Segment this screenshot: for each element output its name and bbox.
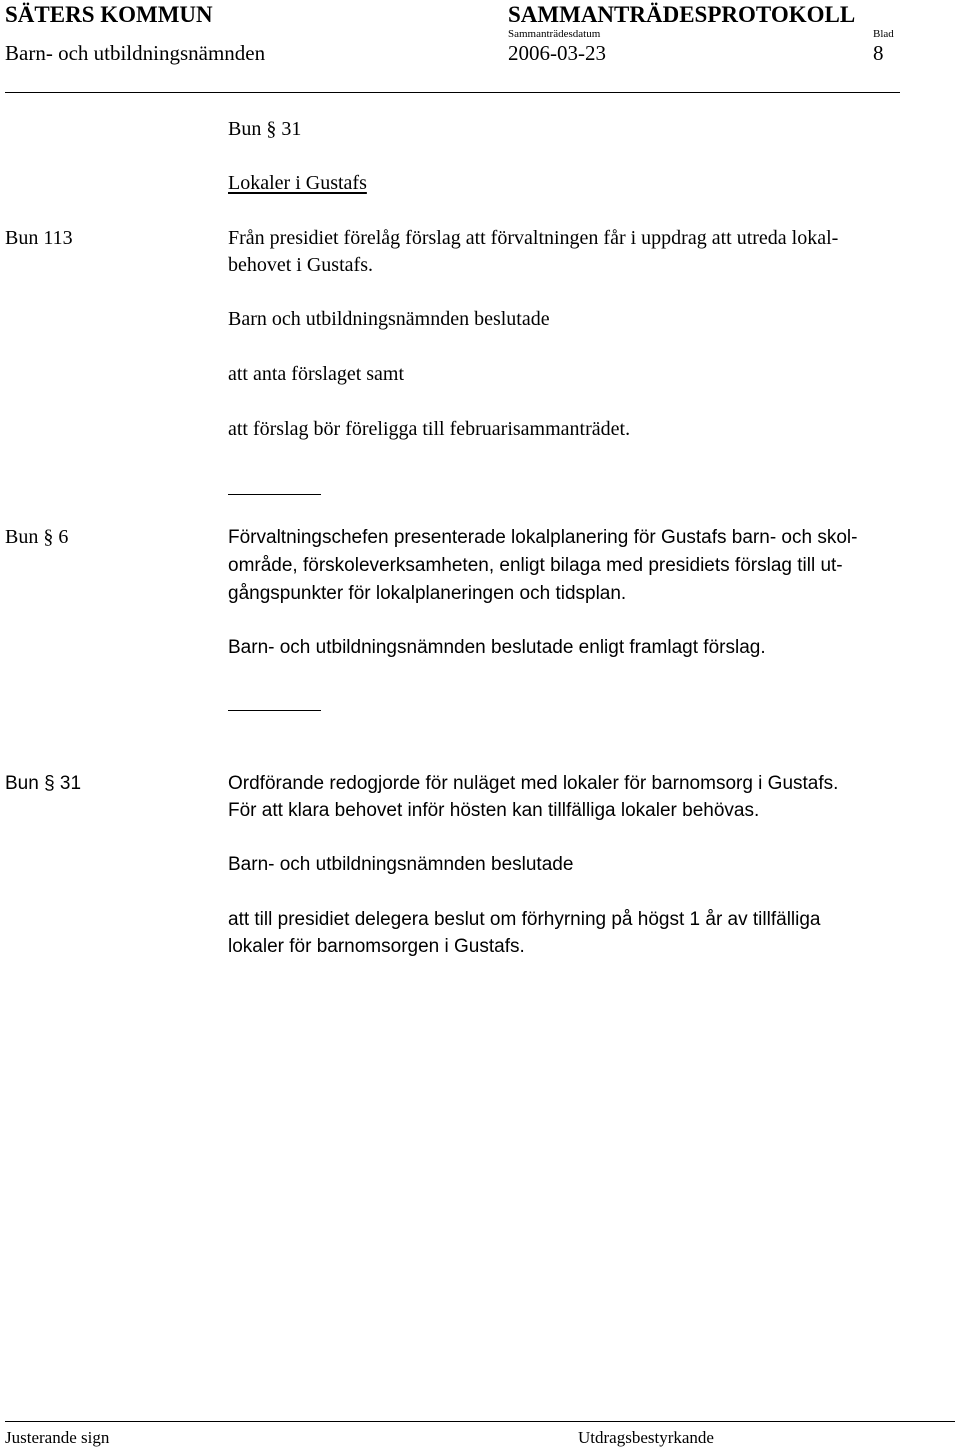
- item-reference: Bun 113: [5, 227, 73, 249]
- organization-name: SÄTERS KOMMUN: [5, 2, 213, 27]
- item-text-line: behovet i Gustafs.: [228, 254, 373, 276]
- committee-name: Barn- och utbildningsnämnden: [5, 41, 266, 65]
- section-reference: Bun § 31: [228, 118, 302, 140]
- item-separator: [228, 494, 321, 495]
- decision-intro: Barn och utbildningsnämnden beslutade: [228, 308, 550, 330]
- item-reference: Bun § 6: [5, 526, 69, 548]
- header-rule: [5, 92, 900, 93]
- signature-label: Justerande sign: [5, 1428, 110, 1447]
- sheet-number: 8: [873, 41, 884, 65]
- decision-clause: att anta förslaget samt: [228, 363, 405, 385]
- decision-clause: lokaler för barnomsorgen i Gustafs.: [228, 936, 525, 957]
- item-reference: Bun § 31: [5, 773, 82, 794]
- decision-intro: Barn- och utbildningsnämnden beslutade enligt framlagt förslag.: [228, 637, 766, 658]
- item-text-line: För att klara behovet inför hösten kan tillfälliga lokaler behövas.: [228, 800, 760, 821]
- item-separator: [228, 710, 321, 711]
- item-text-line: område, förskoleverksamheten, enligt bilaga med presidiets förslag till ut-: [228, 555, 843, 576]
- document-type: SAMMANTRÄDESPROTOKOLL: [508, 2, 856, 27]
- item-text-line: gångspunkter för lokalplaneringen och tidsplan.: [228, 583, 627, 604]
- item-text-line: Från presidiet förelåg förslag att förvaltningen får i uppdrag att utreda lokal-: [228, 227, 839, 249]
- decision-clause: att till presidiet delegera beslut om förhyrning på högst 1 år av tillfälliga: [228, 909, 821, 930]
- sheet-label: Blad: [873, 28, 894, 40]
- decision-clause: att förslag bör föreligga till februarisammanträdet.: [228, 418, 631, 440]
- meeting-date: 2006-03-23: [508, 41, 606, 65]
- item-text-line: Ordförande redogjorde för nuläget med lokaler för barnomsorg i Gustafs.: [228, 773, 839, 794]
- footer-rule: [5, 1421, 955, 1422]
- section-title: Lokaler i Gustafs: [228, 172, 367, 194]
- decision-intro: Barn- och utbildningsnämnden beslutade: [228, 854, 574, 875]
- item-text-line: Förvaltningschefen presenterade lokalplanering för Gustafs barn- och skol-: [228, 527, 858, 548]
- extract-certification-label: Utdragsbestyrkande: [578, 1428, 714, 1447]
- date-label: Sammanträdesdatum: [508, 28, 601, 40]
